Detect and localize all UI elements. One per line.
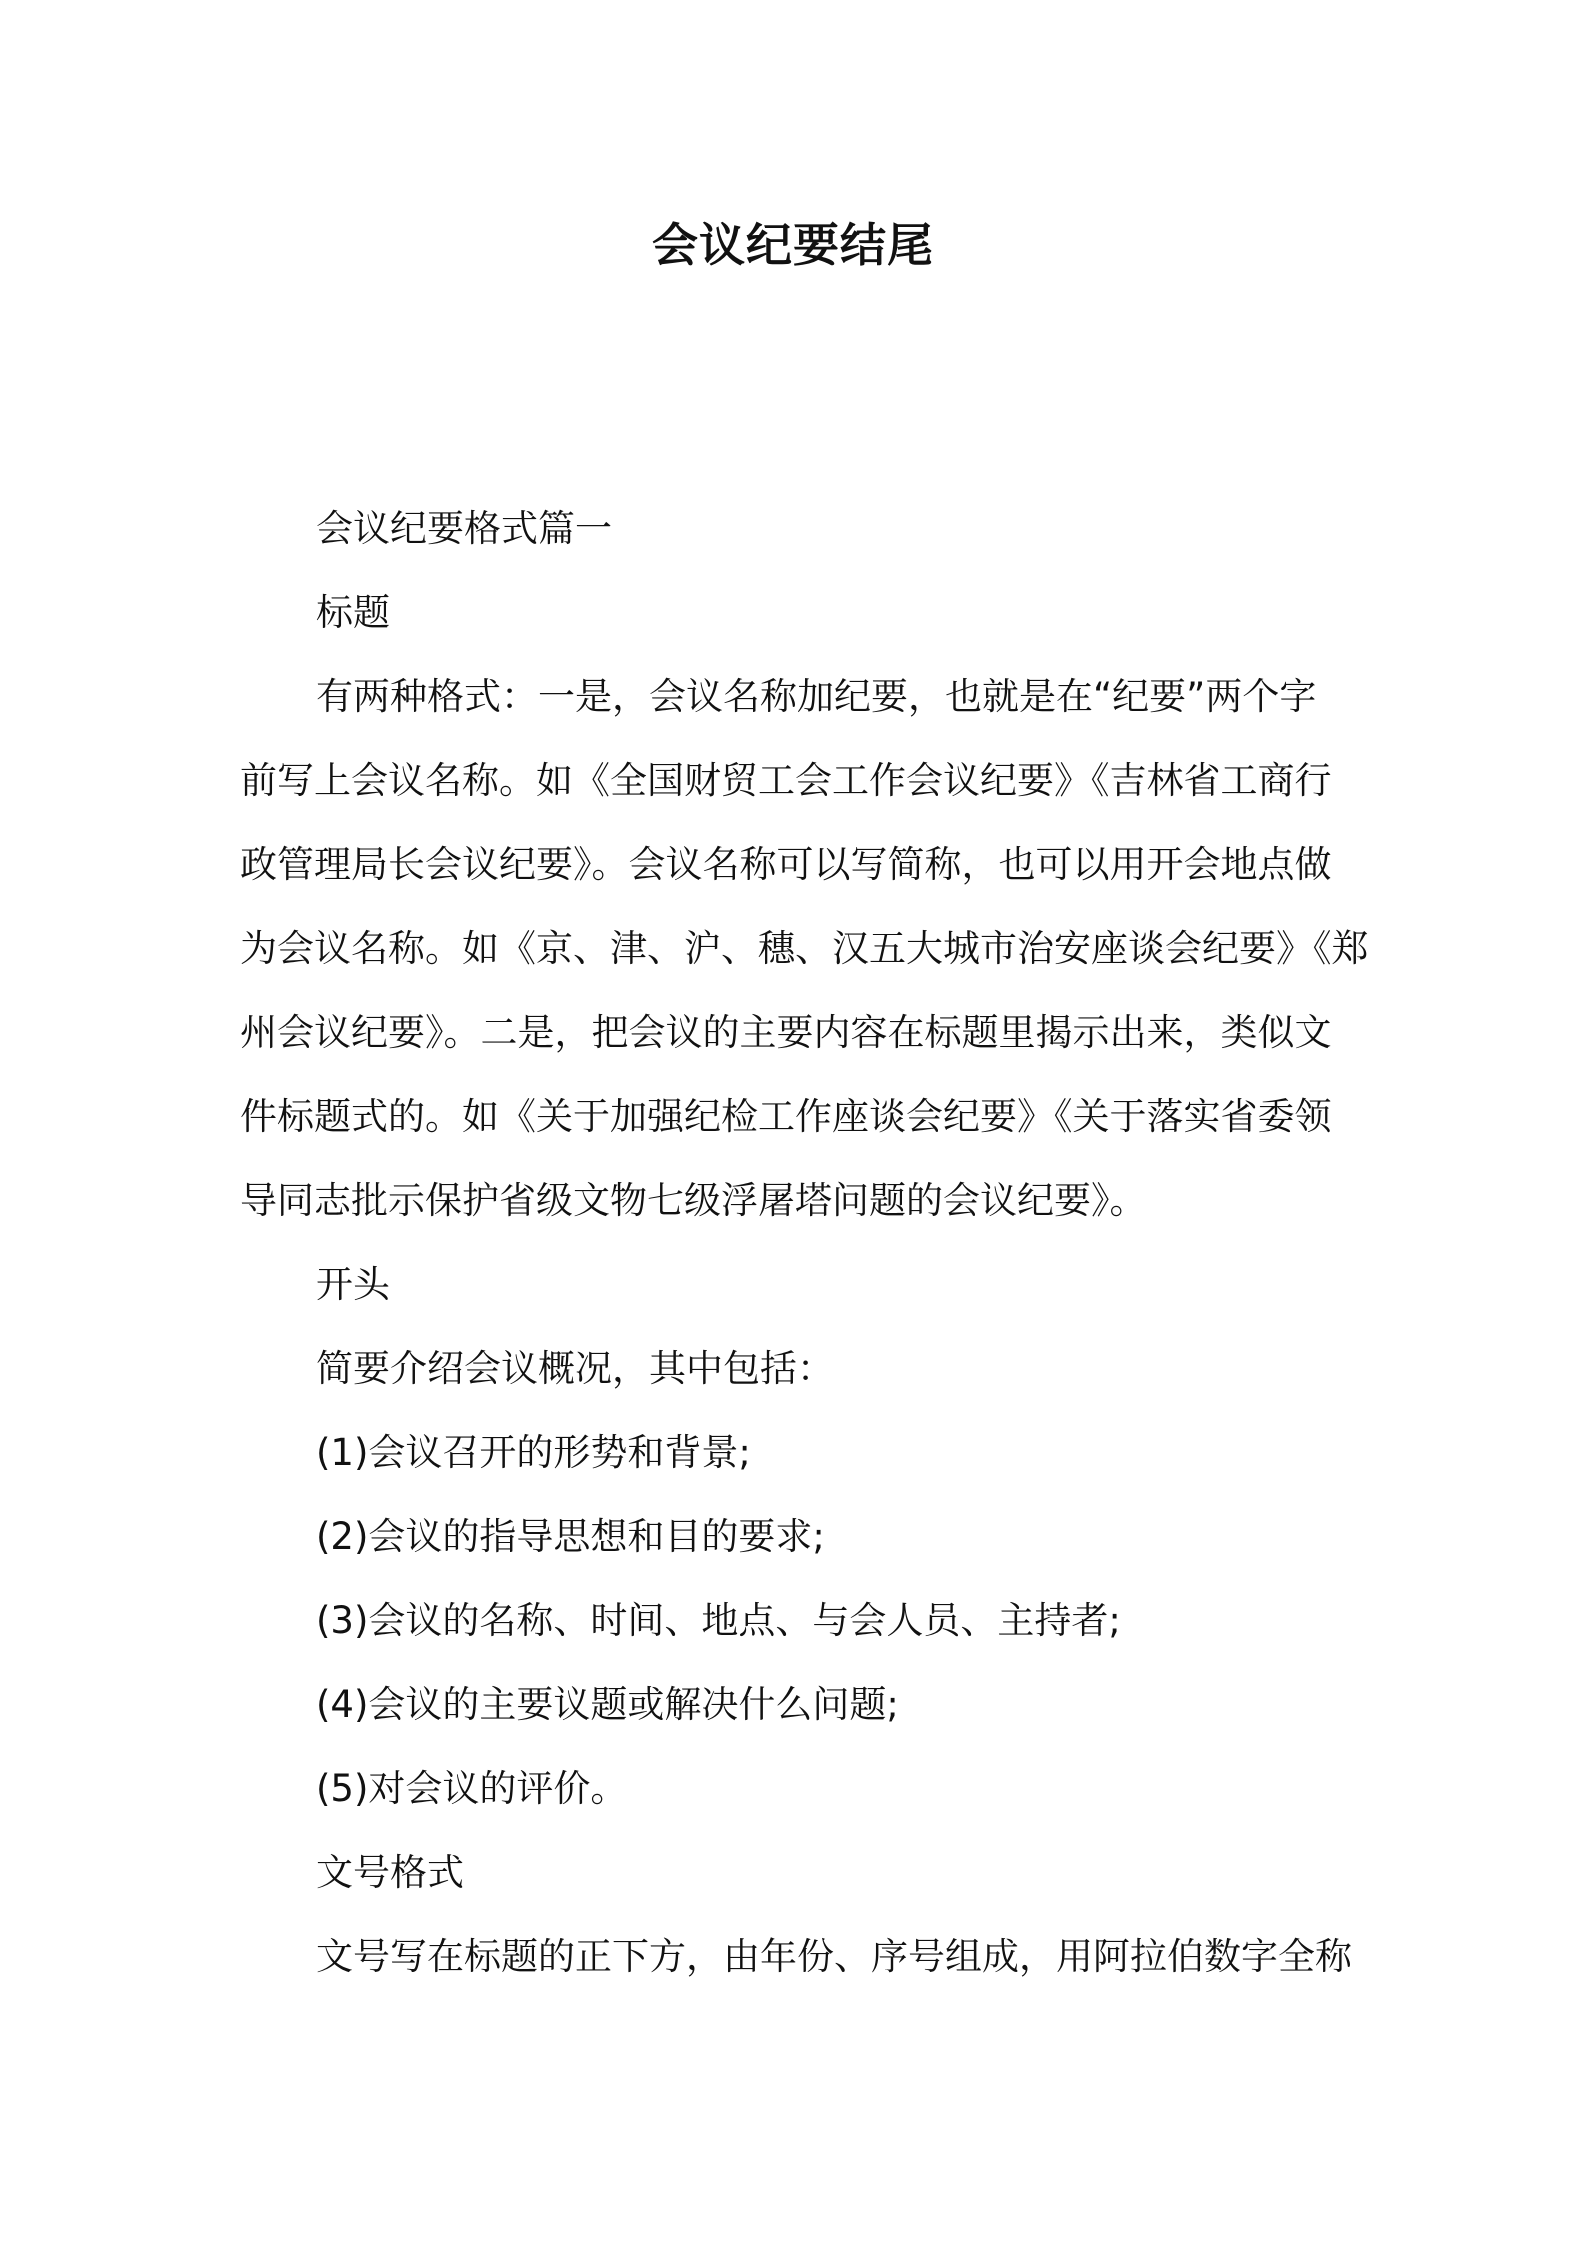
paragraph-line: 导同志批示保护省级文物七级浮屠塔问题的会议纪要》。	[240, 1179, 1147, 1222]
subheading-opening: 开头	[316, 1263, 390, 1306]
document-body	[240, 487, 1369, 1999]
list-item: (4)会议的主要议题或解决什么问题;	[316, 1683, 899, 1726]
list-item: (3)会议的名称、时间、地点、与会人员、主持者;	[316, 1599, 1121, 1642]
subheading-number-format: 文号格式	[316, 1851, 464, 1894]
opening-list	[240, 1411, 1350, 1831]
number-format-paragraph: 文号写在标题的正下方，由年份、序号组成，用阿拉伯数字全称	[316, 1935, 1352, 1978]
paragraph-line: 州会议纪要》。二是，把会议的主要内容在标题里揭示出来，类似文	[240, 1011, 1332, 1054]
paragraph-line: 政管理局长会议纪要》。会议名称可以写简称，也可以用开会地点做	[240, 843, 1332, 886]
subheading-title: 标题	[316, 591, 390, 634]
paragraph-line: 件标题式的。如《关于加强纪检工作座谈会纪要》《关于落实省委领	[240, 1095, 1332, 1138]
section-heading: 会议纪要格式篇一	[316, 507, 612, 550]
paragraph-line: 前写上会议名称。如《全国财贸工会工作会议纪要》《吉林省工商行	[240, 759, 1332, 802]
title-format-paragraph	[240, 655, 1369, 1243]
paragraph-line: 为会议名称。如《京、津、沪、穗、汉五大城市治安座谈会纪要》《郑	[240, 927, 1369, 970]
paragraph-line: 有两种格式：一是，会议名称加纪要，也就是在“纪要”两个字	[316, 675, 1317, 718]
document-title: 会议纪要结尾	[652, 218, 934, 272]
title-paragraph-full	[0, 0, 1, 1]
list-item: (5)对会议的评价。	[316, 1767, 628, 1810]
opening-intro: 简要介绍会议概况，其中包括：	[316, 1347, 834, 1390]
list-item: (2)会议的指导思想和目的要求;	[316, 1515, 825, 1558]
list-item: (1)会议召开的形势和背景;	[316, 1431, 751, 1474]
